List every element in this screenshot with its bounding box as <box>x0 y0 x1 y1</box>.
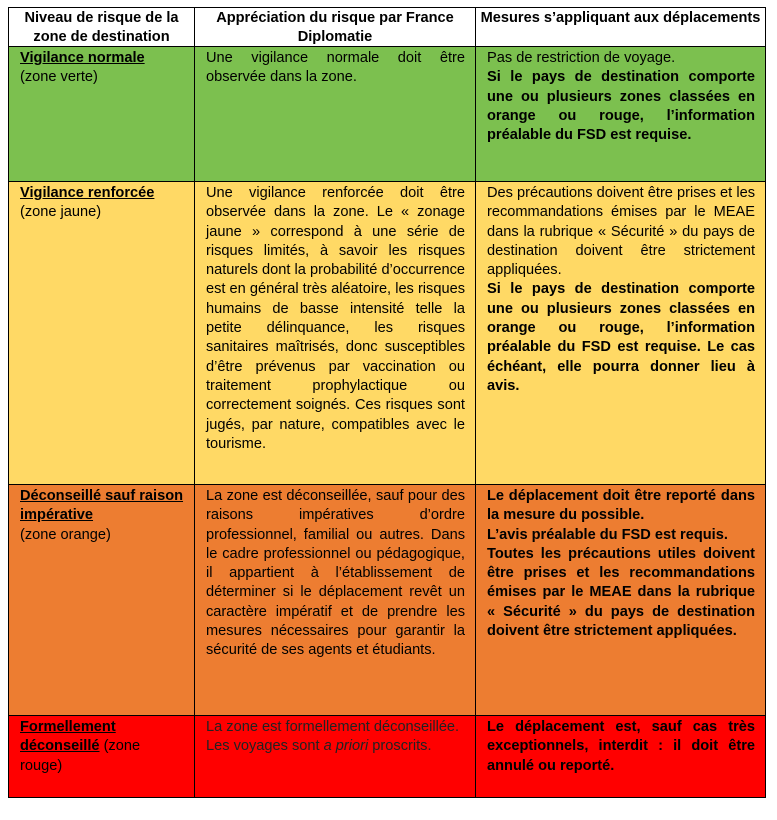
assessment-cell <box>195 716 476 798</box>
risk-level-title: Vigilance normale <box>20 50 145 66</box>
table-row-green <box>9 47 766 182</box>
measures-cell <box>476 47 766 182</box>
risk-level-title: Déconseillé sauf raison impérative <box>20 488 184 524</box>
risk-level-table <box>8 7 766 798</box>
risk-level-title: Vigilance renforcée <box>20 185 155 201</box>
risk-level-title: Formellement déconseillé <box>20 719 116 755</box>
measures-cell <box>476 716 766 798</box>
assessment-text: Une vigilance renforcée doit être observée dans la zone. Le « zonage jaune » correspond à une série de risques limités, à savoir les risques naturels dont la probabilité d’occurrence est en général très aléatoire, les risques humains de basse intensité telle la petite délinquance, les risques sanitaires maîtrisés, donc susceptibles d’être prévenus par vaccination ou traitement prophylactique ou correctement soignés. Ces risques sont jugés, par nature, compatibles avec le tourisme. <box>206 185 465 452</box>
measures-text: Pas de restriction de voyage. <box>487 50 676 66</box>
measures-bold-text: Le déplacement est, sauf cas très exceptionnels, interdit : il doit être annulé ou reporté. <box>487 719 755 774</box>
assessment-emphasis: a priori <box>323 738 369 755</box>
assessment-text-part: Les voyages sont <box>206 738 324 755</box>
measures-bold-text: Le déplacement doit être reporté dans la mesure du possible. <box>487 488 755 524</box>
assessment-cell <box>195 182 476 485</box>
assessment-text: La zone est formellement déconseillée. <box>206 719 460 735</box>
measures-text: Des précautions doivent être prises et les recommandations émises par le MEAE dans la rubrique « Sécurité » du pays de destination doivent être strictement appliquées. <box>487 185 755 279</box>
risk-level-cell <box>9 716 195 798</box>
measures-bold-text: Toutes les précautions utiles doivent être prises et les recommandations émises par le MEAE dans la rubrique « Sécurité » du pays de destination doivent être strictement appliquées. <box>487 545 755 640</box>
header-risk-assessment: Appréciation du risque par France Diplomatie <box>195 8 476 47</box>
assessment-cell <box>195 47 476 182</box>
table-header-row <box>9 8 766 47</box>
risk-level-cell <box>9 182 195 485</box>
assessment-text-part: proscrits. <box>368 738 432 755</box>
assessment-cell <box>195 485 476 716</box>
measures-cell <box>476 485 766 716</box>
table-row-orange <box>9 485 766 716</box>
table-row-yellow <box>9 182 766 485</box>
header-risk-level: Niveau de risque de la zone de destination <box>9 8 195 47</box>
risk-level-zone: (zone verte) <box>20 69 98 86</box>
assessment-text: Une vigilance normale doit être observée dans la zone. <box>206 50 465 86</box>
risk-level-zone: (zone jaune) <box>20 204 102 221</box>
assessment-text <box>206 737 465 756</box>
header-travel-measures: Mesures s’appliquant aux déplacements <box>476 8 766 47</box>
measures-bold-text: L’avis préalable du FSD est requis. <box>487 526 728 543</box>
risk-level-zone: (zone orange) <box>20 526 111 543</box>
measures-bold-text: Si le pays de destination comporte une ou plusieurs zones classées en orange ou rouge, l’information préalable du FSD est requise. Le cas échéant, elle pourra donner lieu à avis. <box>487 281 755 394</box>
risk-level-zone: (zone rouge) <box>20 738 141 774</box>
table-row-red <box>9 716 766 798</box>
measures-cell <box>476 182 766 485</box>
risk-level-cell <box>9 47 195 182</box>
risk-level-cell <box>9 485 195 716</box>
assessment-text: La zone est déconseillée, sauf pour des raisons impératives d’ordre professionnel, familial ou autres. Dans le cadre professionnel ou pédagogique, il appartient à l’établissement de déterminer si le déplacement revêt un caractère impératif et de prendre les mesures nécessaires pour garantir la sécurité de ses agents et étudiants. <box>206 488 465 659</box>
measures-bold-text: Si le pays de destination comporte une ou plusieurs zones classées en orange ou rouge, l’information préalable du FSD est requise. <box>487 69 755 144</box>
